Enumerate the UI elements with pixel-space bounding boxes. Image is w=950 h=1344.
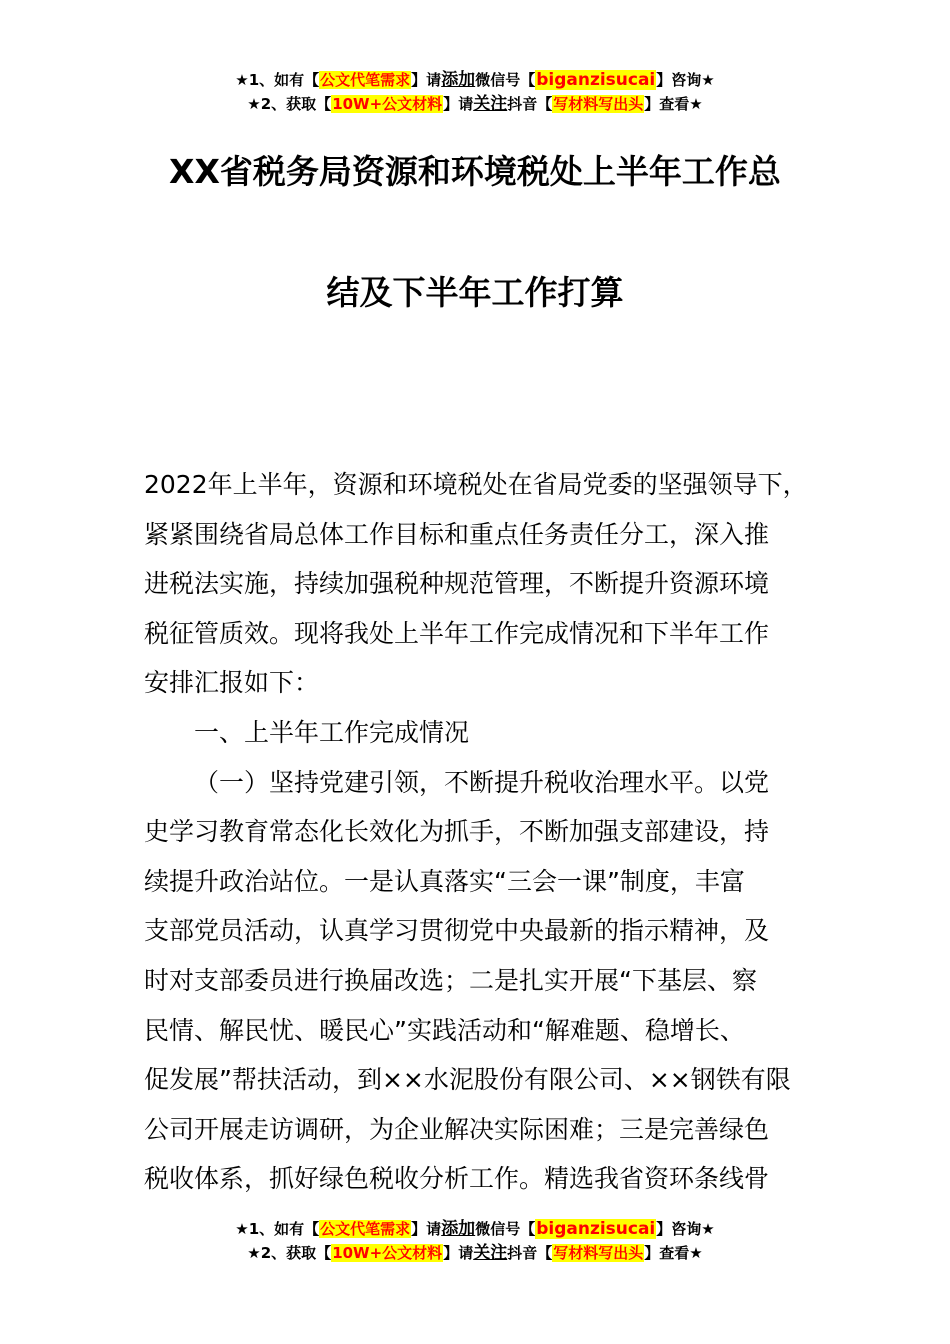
promo-text: ★2、获取【 — [247, 95, 332, 113]
document-title-line-2: 结及下半年工作打算 — [326, 273, 624, 312]
highlight-text: 10W+公文材料 — [332, 1244, 443, 1262]
body-line: 公司开展走访调研，为企业解决实际困难；三是完善绿色 — [144, 1114, 770, 1144]
promo-banner-top — [0, 68, 950, 116]
promo-text: 】请 — [443, 95, 474, 113]
body-line: 续提升政治站位。一是认真落实“三会一课”制度，丰富 — [144, 866, 745, 896]
highlight-text: 公文代笔需求 — [320, 1220, 411, 1238]
douyin-id-text: 写材料写出头 — [553, 1244, 644, 1262]
promo-text: ★2、获取【 — [247, 1244, 332, 1262]
promo-text: 】请 — [443, 1244, 474, 1262]
highlight-text: 公文代笔需求 — [320, 71, 411, 89]
body-line: 税征管质效。现将我处上半年工作完成情况和下半年工作 — [144, 618, 770, 648]
body-line: 税收体系，抓好绿色税收分析工作。精选我省资环条线骨 — [144, 1164, 770, 1194]
promo-text: 】咨询★ — [656, 71, 715, 89]
promo-line-2 — [0, 92, 950, 116]
promo-banner-bottom — [0, 1217, 950, 1265]
body-line: 2022年上半年，资源和环境税处在省局党委的坚强领导下， — [144, 470, 808, 499]
underlined-text: 关注 — [473, 1243, 508, 1263]
body-line: 紧紧围绕省局总体工作目标和重点任务责任分工，深入推 — [144, 519, 770, 549]
promo-text: 抖音【 — [507, 1244, 553, 1262]
promo-line-2 — [0, 1241, 950, 1265]
promo-text: 】请 — [411, 71, 442, 89]
body-line: 民情、解民忧、暖民心”实践活动和“解难题、稳增长、 — [144, 1015, 745, 1045]
wechat-id-text: biganzisucai — [536, 1219, 656, 1239]
promo-text: 抖音【 — [507, 95, 553, 113]
underlined-text: 添加 — [441, 1219, 476, 1239]
highlight-text: 10W+公文材料 — [332, 95, 443, 113]
promo-text: 】咨询★ — [656, 1220, 715, 1238]
underlined-text: 关注 — [473, 94, 508, 114]
body-line: 促发展”帮扶活动，到××水泥股份有限公司、××钢铁有限 — [144, 1065, 791, 1095]
promo-text: 】请 — [411, 1220, 442, 1238]
body-line: 时对支部委员进行换届改选；二是扎实开展“下基层、察 — [144, 965, 757, 995]
body-line: 安排汇报如下： — [144, 668, 320, 698]
document-title-line-1: XX省税务局资源和环境税处上半年工作总 — [169, 152, 781, 191]
promo-text: 微信号【 — [475, 1220, 536, 1238]
body-line: 进税法实施，持续加强税种规范管理，不断提升资源环境 — [144, 569, 770, 599]
promo-line-1 — [0, 1217, 950, 1241]
promo-line-1 — [0, 68, 950, 92]
promo-text: 】查看★ — [644, 95, 703, 113]
promo-text: ★1、如有【 — [235, 1220, 320, 1238]
wechat-id-text: biganzisucai — [536, 70, 656, 90]
body-line: 史学习教育常态化长效化为抓手，不断加强支部建设，持 — [144, 817, 770, 847]
subsection-heading: （一）坚持党建引领，不断提升税收治理水平。以党 — [194, 767, 770, 797]
underlined-text: 添加 — [441, 70, 476, 90]
promo-text: 】查看★ — [644, 1244, 703, 1262]
promo-text: ★1、如有【 — [235, 71, 320, 89]
douyin-id-text: 写材料写出头 — [553, 95, 644, 113]
promo-text: 微信号【 — [475, 71, 536, 89]
body-line: 支部党员活动，认真学习贯彻党中央最新的指示精神，及 — [144, 916, 770, 946]
section-heading: 一、上半年工作完成情况 — [194, 717, 470, 747]
document-body — [144, 460, 834, 1204]
